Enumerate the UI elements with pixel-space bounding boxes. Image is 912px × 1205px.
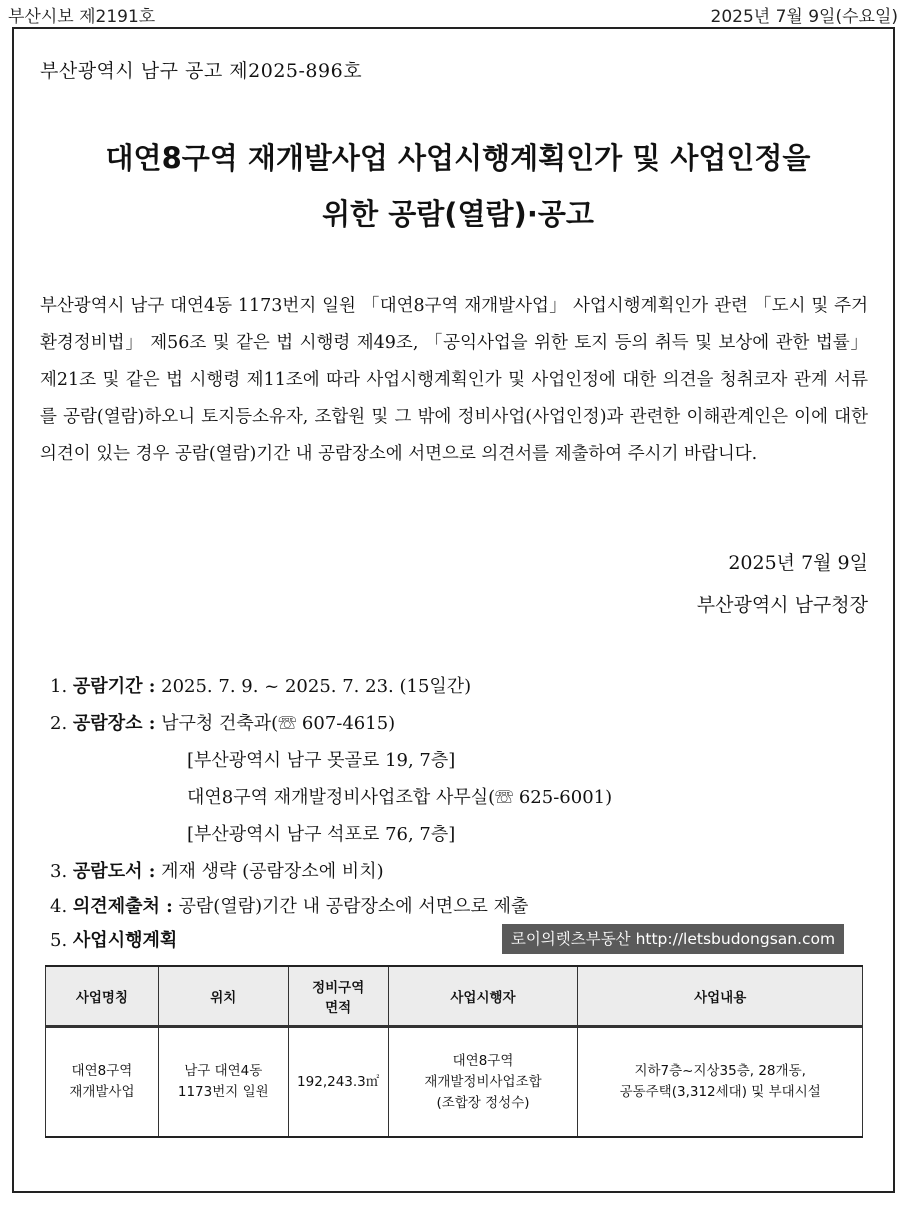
item-docs: [50, 857, 384, 883]
item-value: 공람(열람)기간 내 공람장소에 서면으로 제출: [178, 896, 529, 917]
place-address-2: [부산광역시 남구 석포로 76, 7층]: [187, 824, 456, 845]
notice-date: 2025년 7월 9일: [728, 552, 868, 574]
project-plan-table: [45, 965, 863, 1138]
item-number: 5.: [50, 930, 68, 951]
place-address-1: [부산광역시 남구 못골로 19, 7층]: [187, 750, 456, 771]
notice-issuer: 부산광역시 남구청장: [696, 594, 868, 616]
watermark-banner: 로이의렛츠부동산 http://letsbudongsan.com: [502, 924, 844, 954]
cell-operator: 대연8구역 재개발정비사업조합 (조합장 정성수): [388, 1027, 578, 1138]
item-value: 남구청 건축과(☏ 607-4615): [161, 713, 396, 734]
notice-body: 부산광역시 남구 대연4동 1173번지 일원 「대연8구역 재개발사업」 사업시행계획인가 관련 「도시 및 주거환경정비법」 제56조 및 같은 법 시행령 제49조, 「공익사업을 위한 토지 등의 취득 및 보상에 관한 법률」 제21조 및 같은 법 시행령 제11조에 따라 사업시행계획인가 및 사업인정에 대한 의견을 청취코자 관계 서류를 공람(열람)하오니 토지등소유자, 조합원 및 그 밖에 정비사업(사업인정)과 관련한 이해관계인은 이에 대한 의견이 있는 경우 공람(열람)기간 내 공람장소에 서면으로 의견서를 제출하여 주시기 바랍니다.: [40, 296, 868, 464]
table-row: [46, 1027, 863, 1138]
header-content: 사업내용: [578, 966, 863, 1027]
header-project-name: 사업명칭: [46, 966, 159, 1027]
item-label: 공람기간 :: [72, 676, 156, 697]
cell-project-name: 대연8구역 재개발사업: [46, 1027, 159, 1138]
title-line-1: 대연8구역 재개발사업 사업시행계획인가 및 사업인정을: [105, 141, 811, 175]
notice-number: 부산광역시 남구 공고 제2025-896호: [40, 60, 363, 82]
header-area: 정비구역 면적: [288, 966, 388, 1027]
header-operator: 사업시행자: [388, 966, 578, 1027]
item-label: 공람도서 :: [72, 861, 156, 882]
title-line-2: 위한 공람(열람)·공고: [322, 197, 594, 231]
item-label: 공람장소 :: [72, 713, 156, 734]
item-value: 2025. 7. 9. ~ 2025. 7. 23. (15일간): [161, 676, 472, 697]
page-header: [0, 0, 912, 26]
header-location: 위치: [158, 966, 288, 1027]
table-header-row: [46, 966, 863, 1027]
item-place: [50, 709, 395, 735]
item-period: [50, 672, 471, 698]
cell-location: 남구 대연4동 1173번지 일원: [158, 1027, 288, 1138]
bulletin-issue: 부산시보 제2191호: [8, 7, 156, 27]
item-opinion: [50, 892, 528, 918]
place-office-2: 대연8구역 재개발정비사업조합 사무실(☏ 625-6001): [187, 787, 613, 808]
cell-content: 지하7층~지상35층, 28개동, 공동주택(3,312세대) 및 부대시설: [578, 1027, 863, 1138]
item-number: 2.: [50, 713, 68, 734]
item-number: 3.: [50, 861, 68, 882]
item-value: 게재 생략 (공람장소에 비치): [161, 861, 384, 882]
item-number: 1.: [50, 676, 68, 697]
item-plan: [50, 926, 177, 952]
bulletin-date: 2025년 7월 9일(수요일): [710, 7, 898, 27]
item-label: 사업시행계획: [72, 930, 178, 951]
notice-title: [40, 130, 876, 242]
item-number: 4.: [50, 896, 68, 917]
item-label: 의견제출처 :: [72, 896, 173, 917]
cell-area: 192,243.3㎡: [288, 1027, 388, 1138]
